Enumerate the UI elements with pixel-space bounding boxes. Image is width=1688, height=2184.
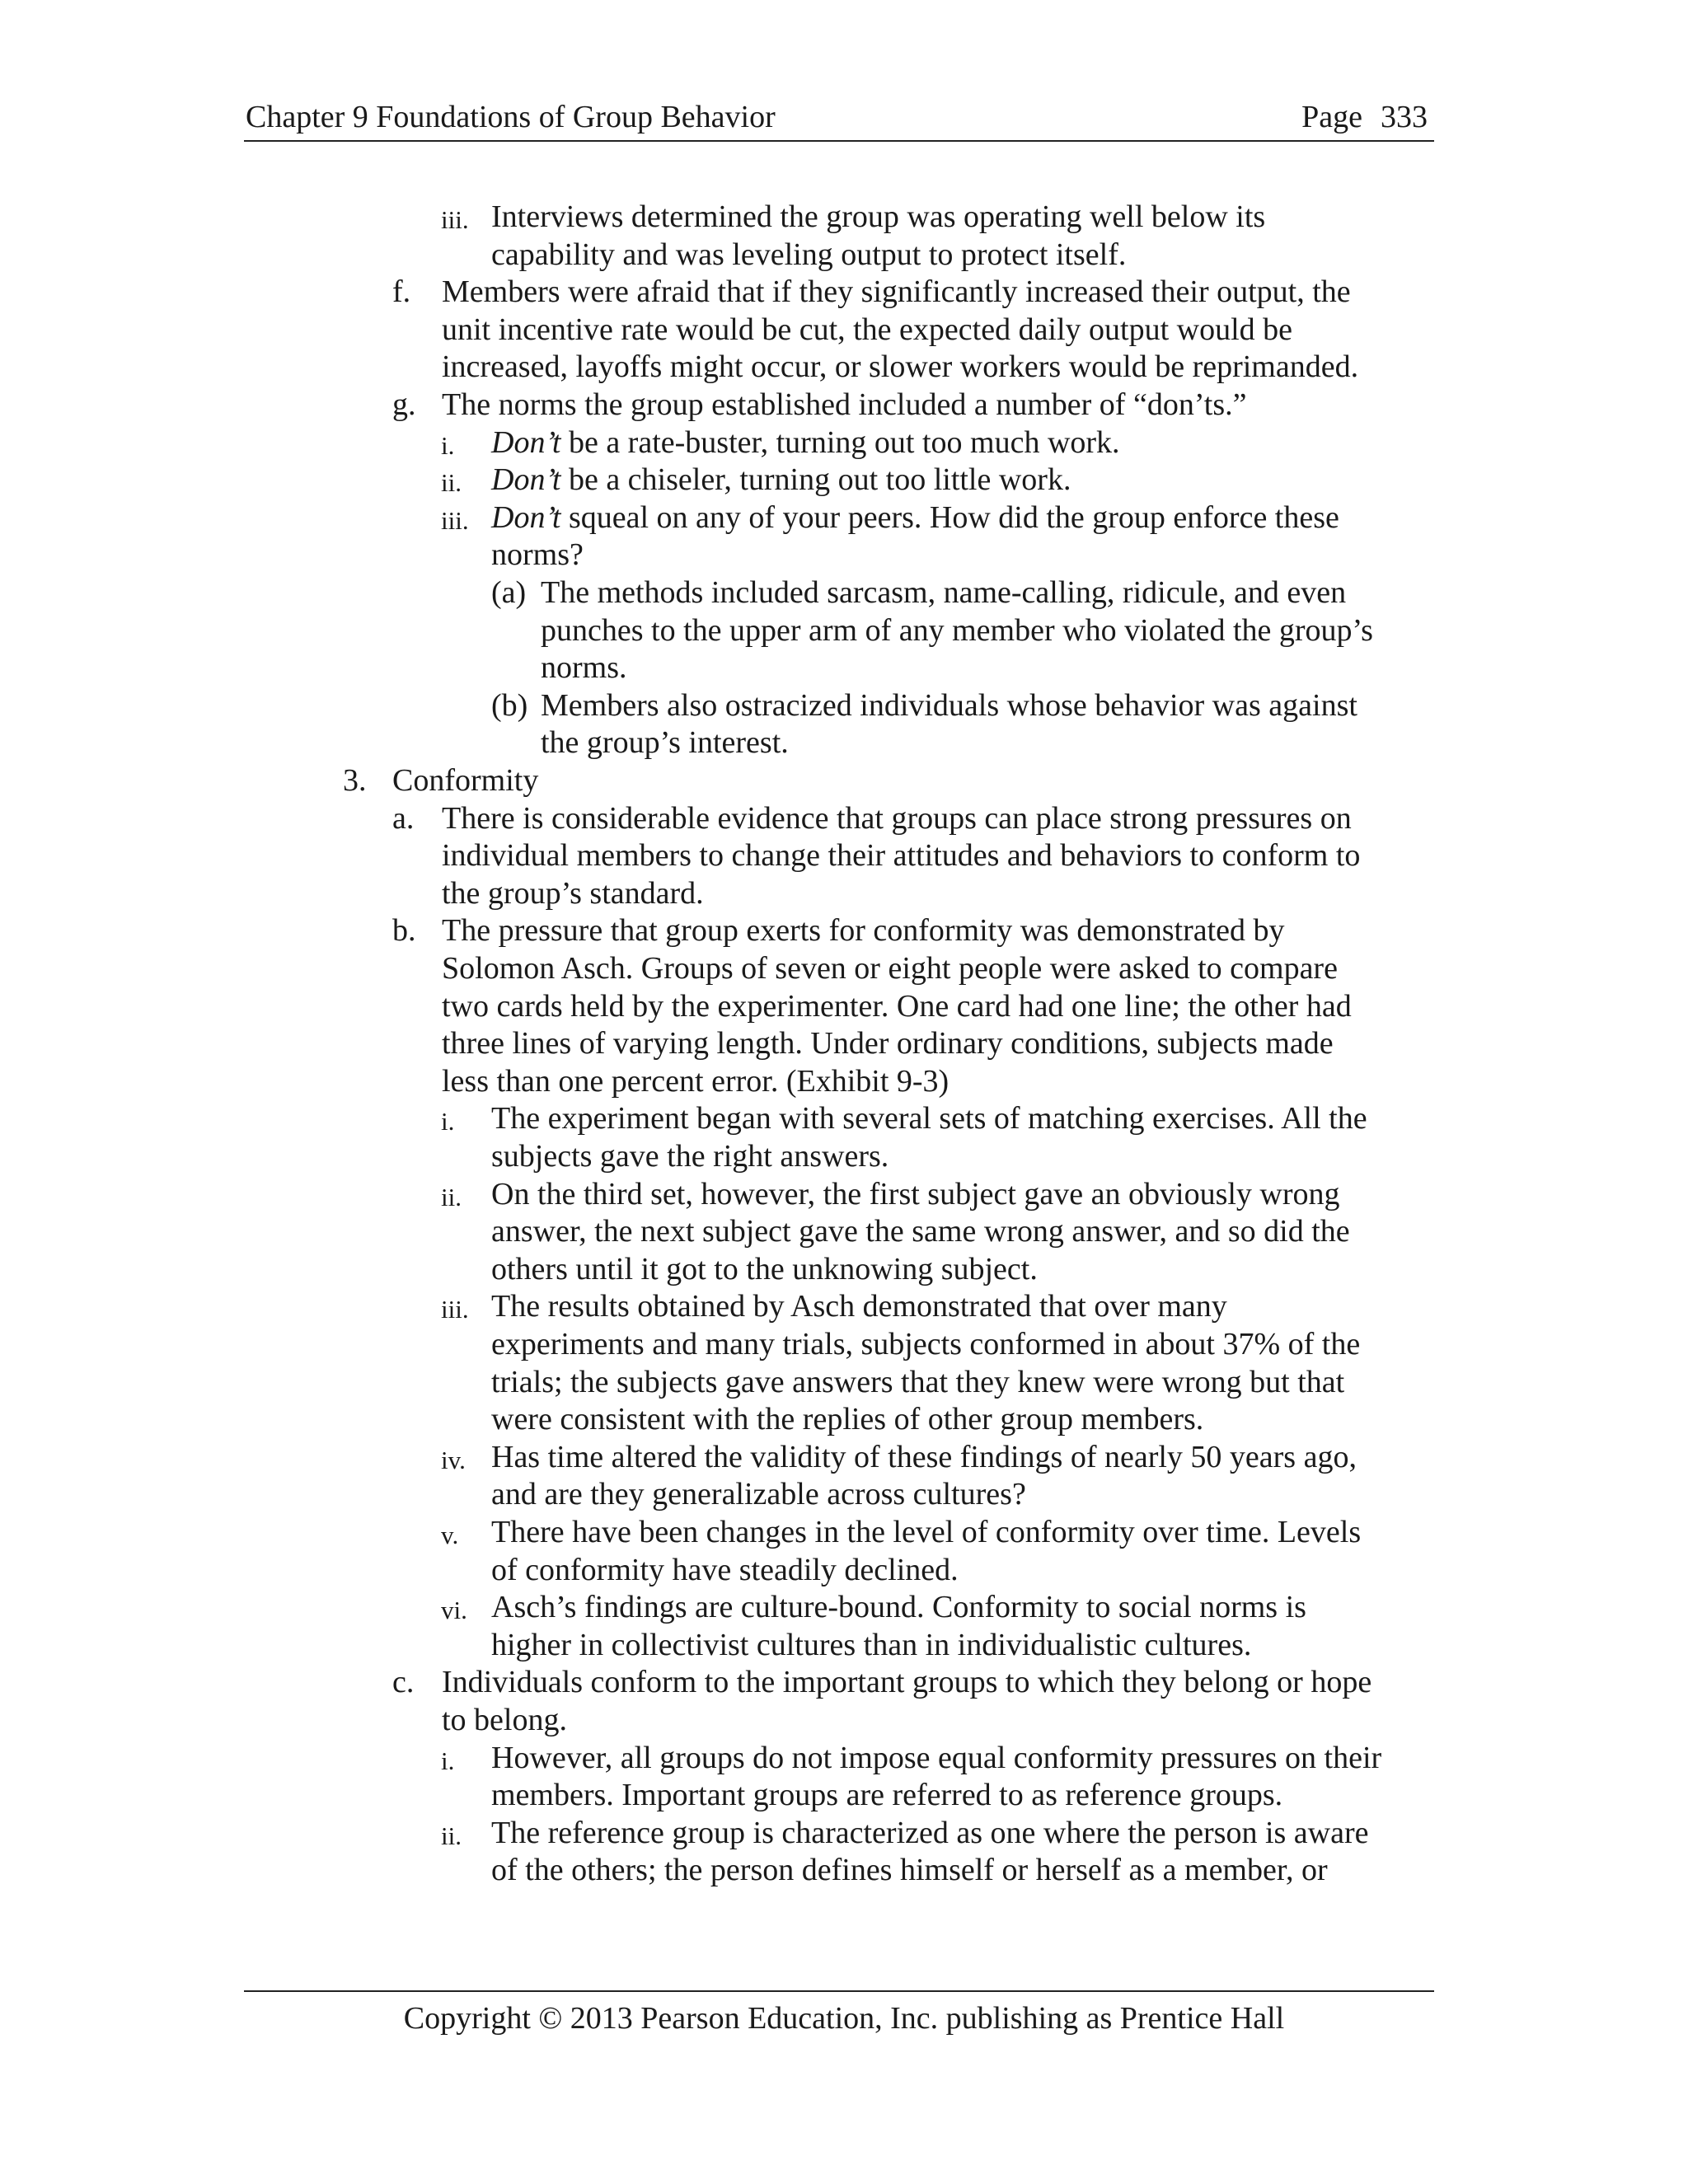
text-line: [442, 1701, 567, 1739]
text-line: [442, 799, 1352, 837]
text-line: [392, 762, 538, 799]
text-line: [491, 1475, 1026, 1513]
text-line: [442, 1062, 949, 1100]
text-line: [491, 1513, 1361, 1551]
line-text: be a rate-buster, turning out too much work.: [560, 424, 1120, 460]
page-header: [244, 97, 1434, 142]
text-line: [442, 987, 1352, 1025]
text-line: [491, 1400, 1203, 1438]
line-text: The norms the group established included a number of “don’ts.”: [442, 387, 1247, 422]
text-line: [491, 1250, 1038, 1288]
text-line: [442, 1663, 1372, 1701]
text-line: [491, 1137, 889, 1175]
line-text: trials; the subjects gave answers that they knew were wrong but that: [491, 1364, 1345, 1399]
text-line: [491, 1325, 1360, 1363]
line-text: of conformity have steadily declined.: [491, 1552, 959, 1587]
text-line: [491, 198, 1265, 236]
list-marker: f.: [392, 274, 411, 310]
line-text: The reference group is characterized as one where the person is aware: [491, 1815, 1369, 1850]
line-text: Interviews determined the group was operating well below its: [491, 199, 1266, 234]
text-line: [442, 912, 1285, 949]
text-line: [491, 236, 1126, 274]
text-line: [491, 1363, 1344, 1401]
line-text: Solomon Asch. Groups of seven or eight people were asked to compare: [442, 951, 1338, 986]
text-line: [442, 837, 1360, 874]
line-text: Members were afraid that if they significantly increased their output, the: [442, 274, 1351, 310]
line-text: answer, the next subject gave the same wrong answer, and so did the: [491, 1214, 1350, 1249]
line-text: be a chiseler, turning out too little work.: [560, 462, 1071, 498]
text-line: [491, 1212, 1350, 1250]
line-text: The pressure that group exerts for conformity was demonstrated by: [442, 913, 1285, 949]
page-label: Page: [1301, 100, 1362, 134]
line-text: members. Important groups are referred to as reference groups.: [491, 1778, 1283, 1813]
copyright-footer: Copyright © 2013 Pearson Education, Inc. publishing as Prentice Hall: [403, 2001, 1285, 2036]
text-line: [541, 724, 789, 762]
line-text: capability and was leveling output to protect itself.: [491, 237, 1127, 272]
text-line: [491, 1099, 1367, 1137]
line-text: squeal on any of your peers. How did the group enforce these: [560, 499, 1339, 535]
footer-rule: [244, 1990, 1434, 1992]
line-text: Individuals conform to the important groups to which they belong or hope: [442, 1665, 1372, 1700]
list-marker: 3.: [343, 763, 367, 798]
line-text: unit incentive rate would be cut, the expected daily output would be: [442, 312, 1293, 347]
text-line: [442, 348, 1358, 386]
list-marker: c.: [392, 1665, 415, 1700]
line-text: punches to the upper arm of any member who violated the group’s: [541, 612, 1373, 648]
line-text: three lines of varying length. Under ordinary conditions, subjects made: [442, 1026, 1334, 1062]
list-marker: (b): [491, 687, 528, 723]
line-text: There have been changes in the level of conformity over time. Levels: [491, 1515, 1362, 1549]
line-text: others until it got to the unknowing subject.: [491, 1251, 1038, 1286]
line-text: However, all groups do not impose equal conformity pressures on their: [491, 1740, 1382, 1775]
line-text: The results obtained by Asch demonstrated that over many: [491, 1289, 1227, 1324]
text-line: [442, 949, 1338, 987]
page-number: 333: [1381, 100, 1428, 134]
list-marker: iii.: [441, 1295, 469, 1324]
line-text: On the third set, however, the first subject gave an obviously wrong: [491, 1176, 1340, 1212]
line-text: two cards held by the experimenter. One card had one line; the other had: [442, 988, 1352, 1024]
chapter-title: Chapter 9 Foundations of Group Behavior: [246, 100, 776, 134]
list-marker: i.: [441, 430, 455, 460]
line-text: the group’s interest.: [541, 725, 789, 761]
line-text: individual members to change their attitudes and behaviors to conform to: [442, 838, 1361, 874]
line-text: Has time altered the validity of these findings of nearly 50 years ago,: [491, 1439, 1357, 1474]
text-line: [491, 1814, 1368, 1852]
text-line: [442, 311, 1292, 349]
text-line: [491, 499, 1339, 537]
line-text: norms.: [541, 650, 627, 686]
list-marker: v.: [441, 1521, 459, 1549]
text-line: [541, 612, 1373, 649]
text-line: [491, 424, 1120, 462]
text-line: [491, 1851, 1328, 1889]
line-text: the group’s standard.: [442, 875, 704, 911]
line-text: norms?: [491, 537, 584, 573]
list-marker: g.: [392, 387, 416, 422]
text-line: [442, 1024, 1334, 1062]
line-text: The methods included sarcasm, name-calling, ridicule, and even: [541, 575, 1347, 610]
list-marker: ii.: [441, 1821, 462, 1850]
line-text: experiments and many trials, subjects conformed in about 37% of the: [491, 1327, 1361, 1361]
line-text: to belong.: [442, 1703, 567, 1737]
text-line: [491, 461, 1071, 499]
list-marker: (a): [491, 575, 527, 610]
list-marker: iv.: [441, 1445, 466, 1474]
text-line: [442, 386, 1247, 424]
list-marker: iii.: [441, 505, 469, 535]
text-line: [491, 1438, 1357, 1476]
list-marker: vi.: [441, 1596, 467, 1625]
list-marker: i.: [441, 1746, 455, 1775]
list-marker: a.: [392, 800, 415, 836]
line-text: less than one percent error. (Exhibit 9-3): [442, 1063, 950, 1099]
line-text: increased, layoffs might occur, or slower workers would be reprimanded.: [442, 349, 1359, 385]
text-line: [541, 574, 1346, 612]
page-number-block: [1301, 99, 1428, 135]
line-text: of the others; the person defines himself or herself as a member, or: [491, 1853, 1328, 1888]
text-line: [491, 536, 584, 574]
line-text: There is considerable evidence that groups can place strong pressures on: [442, 800, 1352, 836]
text-line: [491, 1551, 959, 1589]
list-marker: b.: [392, 913, 416, 949]
text-line: [442, 874, 704, 912]
list-marker: ii.: [441, 1182, 462, 1212]
line-text: subjects gave the right answers.: [491, 1139, 889, 1174]
line-text: The experiment began with several sets of matching exercises. All the: [491, 1101, 1367, 1137]
text-line: [541, 649, 627, 687]
emphasis-text: Don’t: [491, 499, 561, 535]
text-line: [491, 1175, 1340, 1213]
text-line: [491, 1626, 1251, 1664]
emphasis-text: Don’t: [491, 462, 561, 498]
text-line: [491, 1776, 1282, 1814]
list-marker: i.: [441, 1107, 455, 1137]
emphasis-text: Don’t: [491, 424, 561, 460]
line-text: and are they generalizable across cultures?: [491, 1477, 1026, 1512]
text-line: [491, 1588, 1306, 1626]
text-line: [541, 687, 1357, 724]
line-text: Asch’s findings are culture-bound. Conformity to social norms is: [491, 1590, 1306, 1625]
line-text: Members also ostracized individuals whose behavior was against: [541, 687, 1357, 723]
text-line: [491, 1287, 1227, 1325]
list-marker: iii.: [441, 205, 469, 234]
list-marker: ii.: [441, 468, 462, 498]
line-text: higher in collectivist cultures than in individualistic cultures.: [491, 1627, 1252, 1662]
text-line: [491, 1739, 1381, 1777]
line-text: Conformity: [392, 763, 539, 798]
line-text: were consistent with the replies of other group members.: [491, 1402, 1204, 1437]
text-line: [442, 273, 1351, 311]
